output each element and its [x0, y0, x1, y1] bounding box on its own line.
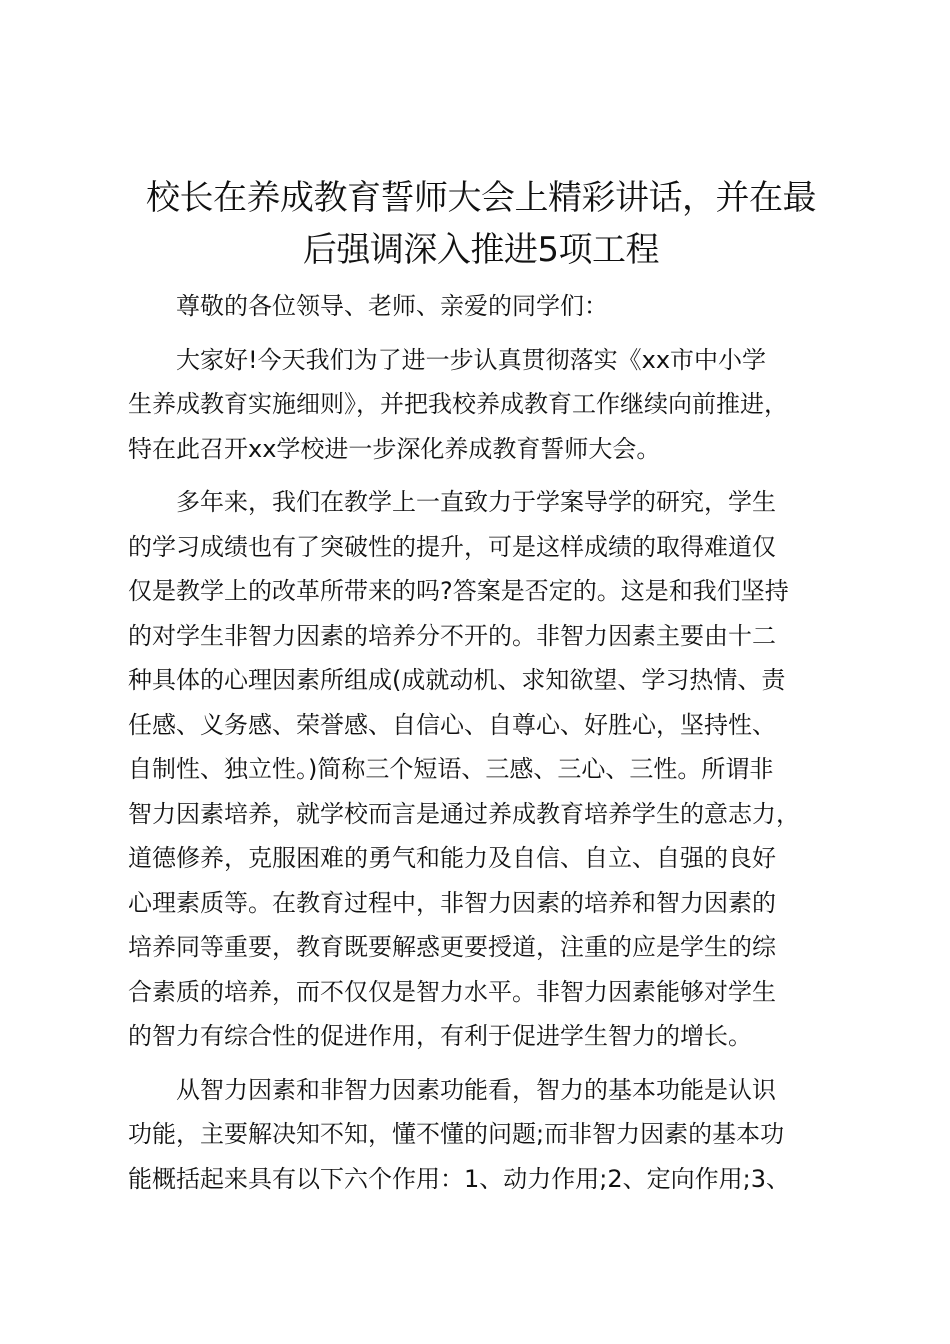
text-line: 能概括起来具有以下六个作用：1、动力作用;2、定向作用;3、 [128, 1164, 790, 1193]
text-line: 功能，主要解决知不知，懂不懂的问题;而非智力因素的基本功 [128, 1120, 785, 1148]
title-line-1: 校长在养成教育誓师大会上精彩讲话，并在最 [146, 178, 816, 218]
text-line: 种具体的心理因素所组成(成就动机、求知欲望、学习热情、责 [128, 666, 786, 694]
paragraph-functions [128, 1068, 834, 1202]
text-line: 多年来，我们在教学上一直致力于学案导学的研究，学生 [176, 488, 776, 516]
text-line: 培养同等重要，教育既要解惑更要授道，注重的应是学生的综 [128, 933, 776, 961]
text-line: 生养成教育实施细则》，并把我校养成教育工作继续向前推进， [128, 390, 788, 418]
text-line: 任感、义务感、荣誉感、自信心、自尊心、好胜心，坚持性、 [128, 710, 776, 739]
text-line: 道德修养，克服困难的勇气和能力及自信、自立、自强的良好 [128, 844, 776, 872]
text-line: 合素质的培养，而不仅仅是智力水平。非智力因素能够对学生 [128, 977, 776, 1006]
text-line: 大家好!今天我们为了进一步认真贯彻落实《xx市中小学 [176, 345, 767, 374]
text-line: 心理素质等。在教育过程中，非智力因素的培养和智力因素的 [128, 888, 776, 917]
text-line: 自制性、独立性。)简称三个短语、三感、三心、三性。所谓非 [128, 755, 774, 783]
text-line: 仅是教学上的改革所带来的吗?答案是否定的。这是和我们坚持 [128, 577, 789, 605]
document-body [128, 284, 834, 1201]
text-line: 从智力因素和非智力因素功能看，智力的基本功能是认识 [176, 1075, 776, 1104]
text-line: 的智力有综合性的促进作用，有利于促进学生智力的增长。 [128, 1022, 752, 1050]
paragraph-greeting [128, 284, 834, 329]
text-line: 智力因素培养，就学校而言是通过养成教育培养学生的意志力， [128, 799, 800, 828]
title-line-2: 后强调深入推进5项工程 [302, 230, 660, 270]
paragraph-non-intelligence-factors [128, 480, 834, 1059]
paragraph-intro [128, 338, 834, 472]
text-line: 尊敬的各位领导、老师、亲爱的同学们： [176, 292, 608, 320]
document-title [128, 172, 834, 276]
document-page [128, 172, 834, 1201]
text-line: 特在此召开xx学校进一步深化养成教育誓师大会。 [128, 434, 661, 463]
text-line: 的学习成绩也有了突破性的提升，可是这样成绩的取得难道仅 [128, 532, 776, 561]
text-line: 的对学生非智力因素的培养分不开的。非智力因素主要由十二 [128, 621, 776, 650]
